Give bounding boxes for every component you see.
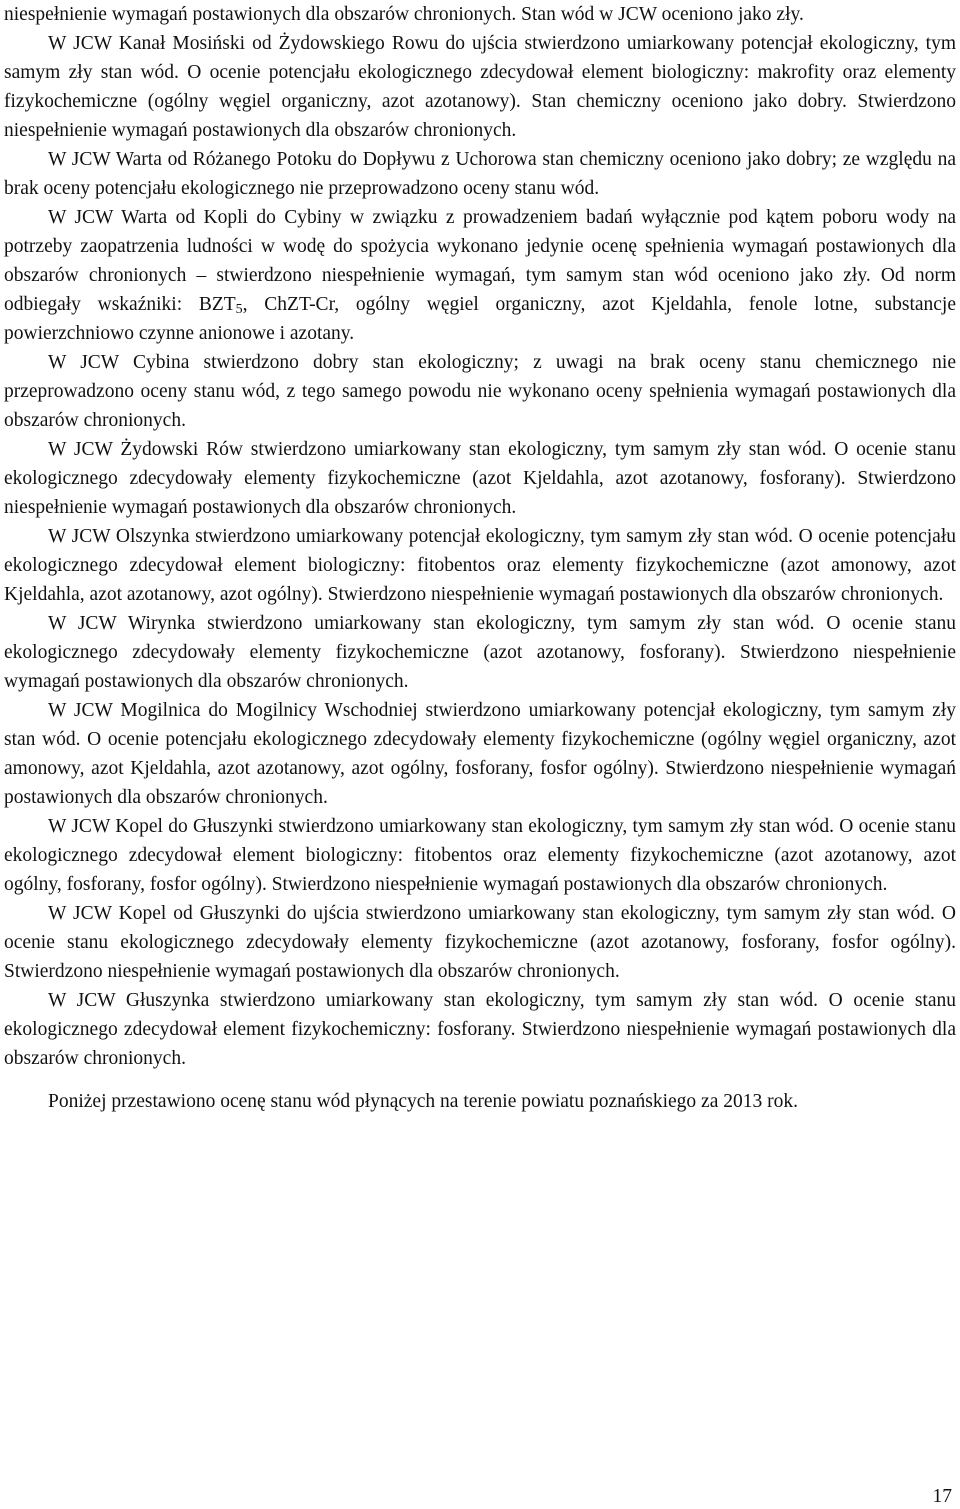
paragraph-wirynka: W JCW Wirynka stwierdzono umiarkowany stan ekologiczny, tym samym zły stan wód. O ocenie stanu ekologicznego zdecydowały elementy fizykochemiczne (azot azotanowy, fosforany). Stwierdzono niespełnienie wymagań postawionych dla obszarów chronionych. bbox=[4, 613, 956, 692]
paragraph-summary: Poniżej przestawiono ocenę stanu wód płynących na terenie powiatu poznańskiego za 2013 rok. bbox=[48, 1091, 798, 1112]
paragraph-warta-kopli-cybiny bbox=[4, 203, 956, 348]
paragraph-kanal-mosinski: W JCW Kanał Mosiński od Żydowskiego Rowu do ujścia stwierdzono umiarkowany potencjał ekologiczny, tym samym zły stan wód. O ocenie potencjału ekologicznego zdecydował element biologiczny: makrofity oraz elementy fizykochemiczne (ogólny węgiel organiczny, azot azotanowy). Stan chemiczny oceniono jako dobry. Stwierdzono niespełnienie wymagań postawionych dla obszarów chronionych. bbox=[4, 33, 956, 141]
paragraph-zydowski-row: W JCW Żydowski Rów stwierdzono umiarkowany stan ekologiczny, tym samym zły stan wód. O ocenie stanu ekologicznego zdecydowały elementy fizykochemiczne (azot Kjeldahla, azot azotanowy, fosforany). Stwierdzono niespełnienie wymagań postawionych dla obszarów chronionych. bbox=[4, 439, 956, 518]
page-number: 17 bbox=[932, 1486, 952, 1507]
subscript-text: 5 bbox=[235, 302, 243, 317]
document-page bbox=[4, 0, 956, 1116]
paragraph-gluszynka: W JCW Głuszynka stwierdzono umiarkowany stan ekologiczny, tym samym zły stan wód. O ocenie stanu ekologicznego zdecydował element fizykochemiczny: fosforany. Stwierdzono niespełnienie wymagań postawionych dla obszarów chronionych. bbox=[4, 990, 956, 1069]
paragraph-cybina: W JCW Cybina stwierdzono dobry stan ekologiczny; z uwagi na brak oceny stanu chemicznego nie przeprowadzono oceny stanu wód, z tego samego powodu nie wykonano oceny spełnienia wymagań postawionych dla obszarów chronionych. bbox=[4, 352, 956, 431]
paragraph-text-part: W JCW Warta od Kopli do Cybiny w związku z prowadzeniem badań wyłącznie pod kątem poboru wody na potrzeby zaopatrzenia ludności w wodę do spożycia wykonano jedynie ocenę spełnienia wymagań postawionych dla obszarów chronionych – stwierdzono niespełnienie wymagań, tym samym stan wód oceniono jako zły. Od norm odbiegały wskaźniki: BZT bbox=[4, 207, 956, 315]
paragraph-kopel-od-gluszynki: W JCW Kopel od Głuszynki do ujścia stwierdzono umiarkowany stan ekologiczny, tym samym zły stan wód. O ocenie stanu ekologicznego zdecydowały elementy fizykochemiczne (azot azotanowy, fosforany, fosfor ogólny). Stwierdzono niespełnienie wymagań postawionych dla obszarów chronionych. bbox=[4, 903, 956, 982]
paragraph-olszynka: W JCW Olszynka stwierdzono umiarkowany potencjał ekologiczny, tym samym zły stan wód. O ocenie potencjału ekologicznego zdecydował element biologiczny: fitobentos oraz elementy fizykochemiczne (azot amonowy, azot Kjeldahla, azot azotanowy, azot ogólny). Stwierdzono niespełnienie wymagań postawionych dla obszarów chronionych. bbox=[4, 526, 956, 605]
paragraph-continuation: niespełnienie wymagań postawionych dla obszarów chronionych. Stan wód w JCW oceniono jako zły. bbox=[4, 4, 804, 25]
paragraph-warta-rozany-potok: W JCW Warta od Różanego Potoku do Dopływu z Uchorowa stan chemiczny oceniono jako dobry; ze względu na brak oceny potencjału ekologicznego nie przeprowadzono oceny stanu wód. bbox=[4, 149, 956, 199]
paragraph-text-part: , ChZT-Cr, ogólny węgiel organiczny, azot Kjeldahla, fenole lotne, substancje powierzchniowo czynne anionowe i azotany. bbox=[4, 294, 956, 344]
paragraph-kopel-do-gluszynki: W JCW Kopel do Głuszynki stwierdzono umiarkowany stan ekologiczny, tym samym zły stan wód. O ocenie stanu ekologicznego zdecydował element biologiczny: fitobentos oraz elementy fizykochemiczne (azot azotanowy, azot ogólny, fosforany, fosfor ogólny). Stwierdzono niespełnienie wymagań postawionych dla obszarów chronionych. bbox=[4, 816, 956, 895]
paragraph-mogilnica: W JCW Mogilnica do Mogilnicy Wschodniej stwierdzono umiarkowany potencjał ekologiczny, tym samym zły stan wód. O ocenie potencjału ekologicznego zdecydowały elementy fizykochemiczne (ogólny węgiel organiczny, azot amonowy, azot Kjeldahla, azot azotanowy, azot ogólny, fosforany, fosfor ogólny). Stwierdzono niespełnienie wymagań postawionych dla obszarów chronionych. bbox=[4, 700, 956, 808]
